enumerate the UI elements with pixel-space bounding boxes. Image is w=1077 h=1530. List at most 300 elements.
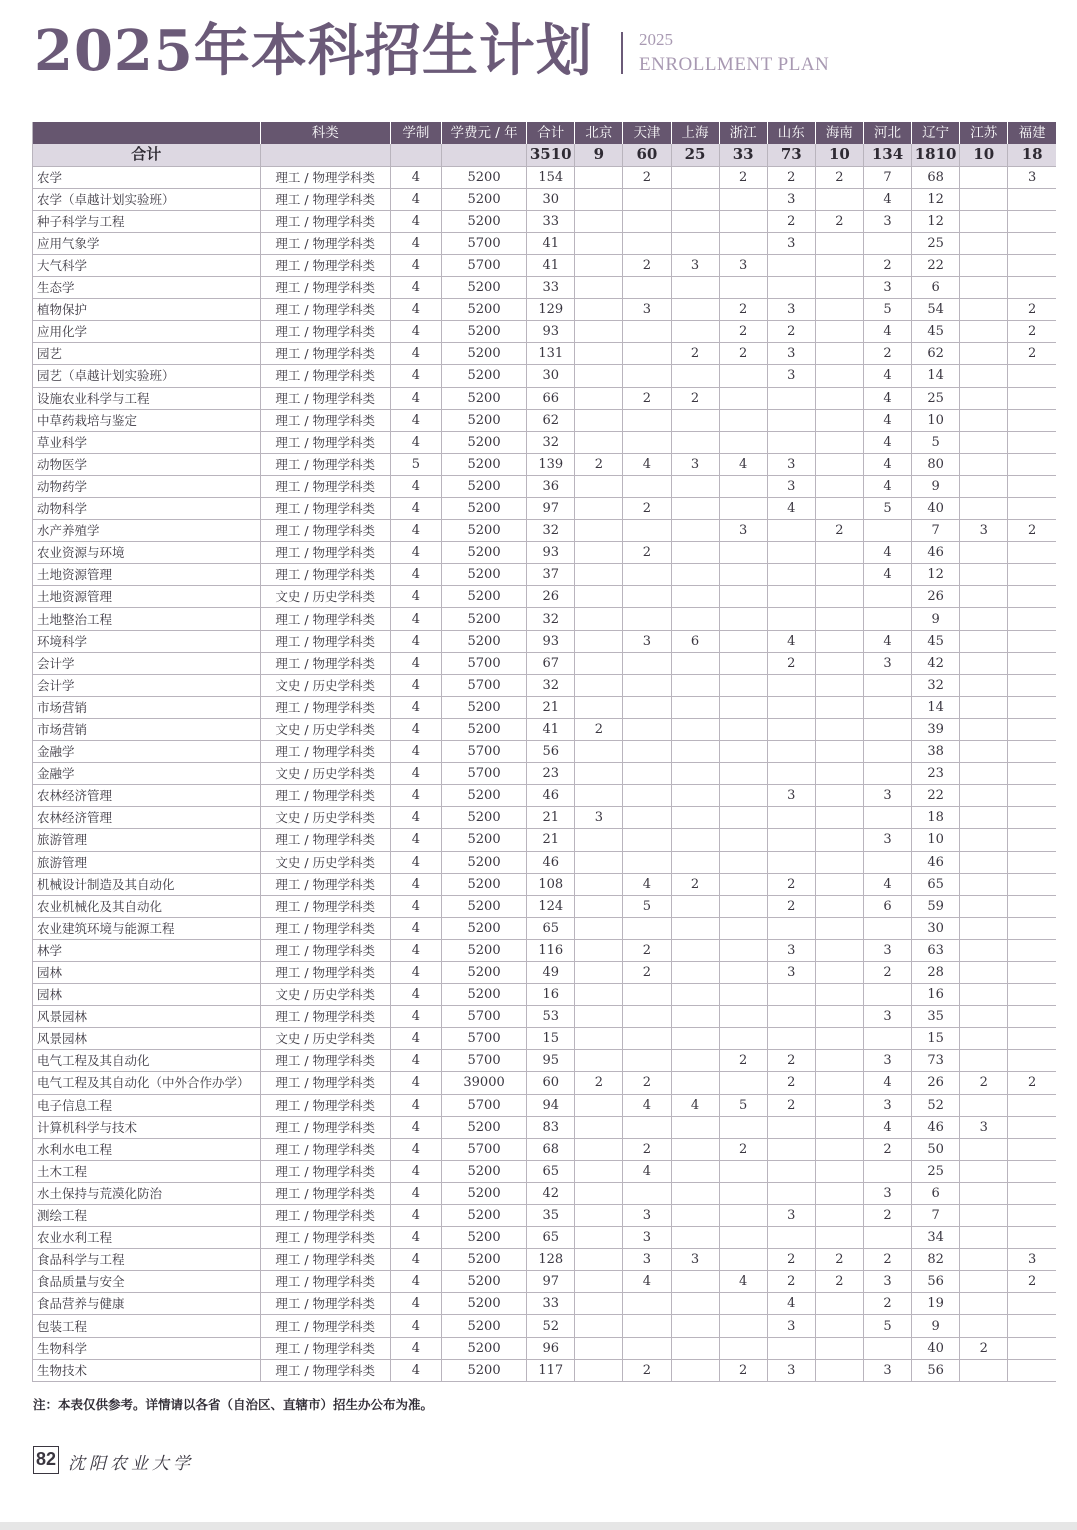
- category-cell: 理工 / 物理学科类: [260, 254, 390, 276]
- table-cell: [671, 785, 719, 807]
- major-name-cell: 土地整治工程: [33, 608, 261, 630]
- table-cell: [1008, 542, 1056, 564]
- table-cell: 5: [719, 1094, 767, 1116]
- table-cell: 117: [527, 1359, 575, 1381]
- table-cell: [815, 851, 863, 873]
- table-cell: 3: [863, 785, 911, 807]
- table-cell: [815, 321, 863, 343]
- table-cell: 2: [1008, 520, 1056, 542]
- table-row: [33, 829, 1057, 851]
- table-cell: 5200: [441, 895, 526, 917]
- table-cell: [767, 1160, 815, 1182]
- table-cell: 60: [527, 1072, 575, 1094]
- table-cell: 4: [390, 1205, 441, 1227]
- table-cell: [815, 232, 863, 254]
- category-cell: 理工 / 物理学科类: [260, 343, 390, 365]
- table-cell: 5200: [441, 387, 526, 409]
- table-cell: [767, 1138, 815, 1160]
- table-row: [33, 409, 1057, 431]
- column-header: 学费元 / 年: [441, 122, 526, 144]
- table-cell: 2: [623, 387, 671, 409]
- table-cell: 26: [527, 586, 575, 608]
- table-cell: [719, 1182, 767, 1204]
- table-cell: [960, 232, 1008, 254]
- table-cell: 26: [912, 586, 960, 608]
- table-cell: [671, 1028, 719, 1050]
- table-cell: 5200: [441, 961, 526, 983]
- table-cell: [1008, 895, 1056, 917]
- table-cell: 62: [527, 409, 575, 431]
- table-cell: 2: [623, 1359, 671, 1381]
- table-cell: [960, 1227, 1008, 1249]
- table-cell: 33: [527, 277, 575, 299]
- table-cell: 41: [527, 254, 575, 276]
- table-row: [33, 1160, 1057, 1182]
- table-cell: [575, 895, 623, 917]
- table-row: [33, 1006, 1057, 1028]
- table-cell: [575, 1315, 623, 1337]
- table-cell: [671, 520, 719, 542]
- table-row: [33, 232, 1057, 254]
- table-cell: 3: [767, 1359, 815, 1381]
- table-cell: 68: [527, 1138, 575, 1160]
- table-cell: 5200: [441, 188, 526, 210]
- category-cell: 理工 / 物理学科类: [260, 1072, 390, 1094]
- table-cell: [623, 984, 671, 1006]
- category-cell: 理工 / 物理学科类: [260, 1315, 390, 1337]
- table-cell: [719, 1337, 767, 1359]
- table-cell: 4: [390, 1050, 441, 1072]
- table-cell: 4: [390, 1293, 441, 1315]
- table-cell: 40: [912, 1337, 960, 1359]
- table-cell: 2: [575, 718, 623, 740]
- column-header: 辽宁: [912, 122, 960, 144]
- table-cell: [575, 409, 623, 431]
- table-cell: 5200: [441, 498, 526, 520]
- category-cell: 理工 / 物理学科类: [260, 542, 390, 564]
- table-cell: [767, 608, 815, 630]
- table-cell: [623, 1337, 671, 1359]
- table-cell: 2: [863, 1205, 911, 1227]
- table-cell: [719, 763, 767, 785]
- table-cell: 2: [767, 1072, 815, 1094]
- table-cell: 5700: [441, 674, 526, 696]
- table-cell: [671, 829, 719, 851]
- table-cell: 3: [863, 277, 911, 299]
- table-cell: [575, 873, 623, 895]
- table-cell: [671, 917, 719, 939]
- table-row: [33, 630, 1057, 652]
- table-cell: 46: [912, 1116, 960, 1138]
- table-cell: [863, 696, 911, 718]
- table-cell: 4: [390, 409, 441, 431]
- table-cell: 3: [719, 520, 767, 542]
- major-name-cell: 生态学: [33, 277, 261, 299]
- table-cell: 2: [863, 1138, 911, 1160]
- table-cell: [719, 1006, 767, 1028]
- table-cell: [1008, 431, 1056, 453]
- table-cell: [960, 1359, 1008, 1381]
- table-row: [33, 873, 1057, 895]
- table-cell: [719, 630, 767, 652]
- table-cell: 5200: [441, 939, 526, 961]
- table-cell: [815, 1205, 863, 1227]
- table-cell: 37: [527, 564, 575, 586]
- table-cell: [719, 586, 767, 608]
- table-row: [33, 608, 1057, 630]
- table-cell: 65: [527, 1160, 575, 1182]
- major-name-cell: 农业资源与环境: [33, 542, 261, 564]
- major-name-cell: 水土保持与荒漠化防治: [33, 1182, 261, 1204]
- table-cell: [815, 475, 863, 497]
- table-cell: [960, 431, 1008, 453]
- table-cell: 3: [863, 1182, 911, 1204]
- table-cell: 4: [390, 984, 441, 1006]
- table-cell: 3: [863, 1359, 911, 1381]
- table-cell: 62: [912, 343, 960, 365]
- table-cell: 4: [863, 564, 911, 586]
- table-cell: 2: [767, 873, 815, 895]
- table-cell: 4: [390, 166, 441, 188]
- table-cell: [960, 1160, 1008, 1182]
- table-cell: [815, 1160, 863, 1182]
- table-cell: [815, 409, 863, 431]
- table-cell: [863, 1227, 911, 1249]
- table-cell: 5: [912, 431, 960, 453]
- table-cell: [671, 299, 719, 321]
- table-cell: [575, 475, 623, 497]
- table-cell: [767, 387, 815, 409]
- table-cell: 21: [527, 829, 575, 851]
- table-cell: [623, 343, 671, 365]
- category-cell: 理工 / 物理学科类: [260, 277, 390, 299]
- table-cell: 39: [912, 718, 960, 740]
- table-cell: 5200: [441, 453, 526, 475]
- table-cell: [671, 1006, 719, 1028]
- table-row: [33, 498, 1057, 520]
- table-cell: 4: [863, 1116, 911, 1138]
- table-cell: [719, 718, 767, 740]
- table-cell: 3: [623, 630, 671, 652]
- table-cell: [960, 1271, 1008, 1293]
- category-cell: 理工 / 物理学科类: [260, 939, 390, 961]
- table-cell: 3: [1008, 166, 1056, 188]
- category-cell: 文史 / 历史学科类: [260, 586, 390, 608]
- table-cell: [767, 696, 815, 718]
- category-cell: 理工 / 物理学科类: [260, 895, 390, 917]
- table-cell: [671, 1205, 719, 1227]
- table-cell: 4: [390, 520, 441, 542]
- table-cell: 5200: [441, 1182, 526, 1204]
- table-cell: [1008, 564, 1056, 586]
- table-cell: [575, 961, 623, 983]
- table-cell: [671, 166, 719, 188]
- table-cell: [960, 785, 1008, 807]
- table-cell: [767, 586, 815, 608]
- table-cell: 65: [527, 917, 575, 939]
- category-cell: 文史 / 历史学科类: [260, 807, 390, 829]
- table-cell: 15: [912, 1028, 960, 1050]
- table-cell: 2: [719, 299, 767, 321]
- table-cell: [1008, 188, 1056, 210]
- category-cell: 理工 / 物理学科类: [260, 321, 390, 343]
- table-cell: [719, 365, 767, 387]
- total-cell: 73: [767, 144, 815, 166]
- category-cell: 理工 / 物理学科类: [260, 741, 390, 763]
- table-cell: 108: [527, 873, 575, 895]
- table-cell: [671, 1160, 719, 1182]
- table-cell: 4: [390, 321, 441, 343]
- table-cell: 128: [527, 1249, 575, 1271]
- table-cell: 5200: [441, 873, 526, 895]
- table-cell: [1008, 210, 1056, 232]
- table-cell: [671, 1337, 719, 1359]
- category-cell: 理工 / 物理学科类: [260, 917, 390, 939]
- table-cell: 5200: [441, 1116, 526, 1138]
- major-name-cell: 种子科学与工程: [33, 210, 261, 232]
- column-header: 河北: [863, 122, 911, 144]
- table-cell: [623, 608, 671, 630]
- table-cell: [960, 630, 1008, 652]
- table-row: [33, 188, 1057, 210]
- table-cell: [1008, 586, 1056, 608]
- table-cell: 4: [390, 1337, 441, 1359]
- table-cell: [863, 1160, 911, 1182]
- table-cell: [815, 1006, 863, 1028]
- table-cell: 5200: [441, 475, 526, 497]
- table-cell: 4: [767, 498, 815, 520]
- total-label-cell: 合计: [33, 144, 261, 166]
- table-cell: [1008, 1050, 1056, 1072]
- table-cell: [623, 277, 671, 299]
- table-cell: [719, 1205, 767, 1227]
- table-cell: [671, 1050, 719, 1072]
- category-cell: 理工 / 物理学科类: [260, 652, 390, 674]
- table-cell: 4: [390, 829, 441, 851]
- table-cell: 5200: [441, 608, 526, 630]
- table-cell: [623, 409, 671, 431]
- table-cell: 83: [527, 1116, 575, 1138]
- table-cell: [719, 895, 767, 917]
- table-cell: 4: [390, 652, 441, 674]
- table-cell: 5200: [441, 520, 526, 542]
- table-cell: 32: [527, 431, 575, 453]
- table-cell: [719, 984, 767, 1006]
- table-cell: 67: [527, 652, 575, 674]
- table-cell: [719, 696, 767, 718]
- major-name-cell: 测绘工程: [33, 1205, 261, 1227]
- table-cell: 4: [390, 365, 441, 387]
- table-cell: 4: [390, 387, 441, 409]
- table-cell: [815, 674, 863, 696]
- table-cell: [1008, 961, 1056, 983]
- table-cell: [575, 299, 623, 321]
- category-cell: 理工 / 物理学科类: [260, 696, 390, 718]
- table-cell: [960, 873, 1008, 895]
- table-cell: [815, 807, 863, 829]
- table-cell: 2: [1008, 321, 1056, 343]
- table-cell: [575, 520, 623, 542]
- table-cell: 22: [912, 785, 960, 807]
- table-cell: [575, 851, 623, 873]
- table-cell: [575, 741, 623, 763]
- table-cell: 35: [527, 1205, 575, 1227]
- table-cell: [575, 321, 623, 343]
- table-cell: [1008, 674, 1056, 696]
- major-name-cell: 园林: [33, 984, 261, 1006]
- table-cell: [1008, 785, 1056, 807]
- total-cell: 33: [719, 144, 767, 166]
- table-cell: [815, 917, 863, 939]
- table-cell: 4: [863, 873, 911, 895]
- table-cell: 4: [863, 542, 911, 564]
- table-row: [33, 1138, 1057, 1160]
- table-cell: 129: [527, 299, 575, 321]
- table-cell: [719, 232, 767, 254]
- table-cell: [960, 542, 1008, 564]
- table-cell: 19: [912, 1293, 960, 1315]
- table-cell: 4: [390, 542, 441, 564]
- table-cell: [863, 851, 911, 873]
- table-row: [33, 1359, 1057, 1381]
- table-cell: 5200: [441, 807, 526, 829]
- table-row: [33, 343, 1057, 365]
- table-cell: 5200: [441, 851, 526, 873]
- table-cell: 5700: [441, 1094, 526, 1116]
- table-cell: [1008, 1160, 1056, 1182]
- table-cell: [767, 409, 815, 431]
- table-cell: [623, 763, 671, 785]
- table-cell: 5200: [441, 564, 526, 586]
- table-cell: 2: [815, 210, 863, 232]
- table-cell: [960, 696, 1008, 718]
- table-cell: 4: [390, 277, 441, 299]
- bottom-bar: [0, 1522, 1077, 1530]
- table-cell: [671, 608, 719, 630]
- table-cell: 23: [527, 763, 575, 785]
- table-cell: 3: [671, 1249, 719, 1271]
- table-cell: [575, 1249, 623, 1271]
- major-name-cell: 电子信息工程: [33, 1094, 261, 1116]
- total-cell: [441, 144, 526, 166]
- total-cell: 1810: [912, 144, 960, 166]
- table-cell: 2: [719, 343, 767, 365]
- table-cell: [815, 1050, 863, 1072]
- table-cell: 4: [390, 1227, 441, 1249]
- table-cell: 25: [912, 232, 960, 254]
- table-cell: [1008, 939, 1056, 961]
- table-cell: [815, 741, 863, 763]
- table-row: [33, 166, 1057, 188]
- category-cell: 理工 / 物理学科类: [260, 299, 390, 321]
- table-cell: 139: [527, 453, 575, 475]
- column-header: 海南: [815, 122, 863, 144]
- table-cell: [575, 652, 623, 674]
- table-cell: 4: [863, 630, 911, 652]
- table-cell: [623, 1116, 671, 1138]
- table-cell: 4: [390, 785, 441, 807]
- table-cell: [671, 1293, 719, 1315]
- table-cell: 4: [390, 917, 441, 939]
- table-cell: 32: [912, 674, 960, 696]
- table-cell: [575, 210, 623, 232]
- table-cell: [623, 188, 671, 210]
- table-cell: [623, 741, 671, 763]
- table-cell: [863, 586, 911, 608]
- table-cell: 46: [527, 785, 575, 807]
- table-cell: [960, 1094, 1008, 1116]
- table-cell: [960, 1205, 1008, 1227]
- table-cell: 4: [390, 475, 441, 497]
- table-cell: 7: [863, 166, 911, 188]
- table-cell: [960, 586, 1008, 608]
- table-cell: 4: [390, 188, 441, 210]
- table-cell: 5700: [441, 1050, 526, 1072]
- table-cell: 6: [671, 630, 719, 652]
- column-header: 学制: [390, 122, 441, 144]
- table-cell: [575, 1359, 623, 1381]
- table-cell: [623, 785, 671, 807]
- table-cell: [1008, 254, 1056, 276]
- major-name-cell: 农林经济管理: [33, 807, 261, 829]
- table-cell: [623, 1182, 671, 1204]
- table-row: [33, 1271, 1057, 1293]
- table-cell: 5200: [441, 542, 526, 564]
- table-cell: 5700: [441, 1028, 526, 1050]
- table-cell: 9: [912, 608, 960, 630]
- table-cell: 53: [527, 1006, 575, 1028]
- table-cell: [1008, 608, 1056, 630]
- table-cell: 3: [623, 299, 671, 321]
- table-row: [33, 431, 1057, 453]
- table-cell: 4: [767, 630, 815, 652]
- major-name-cell: 林学: [33, 939, 261, 961]
- table-cell: 3: [767, 1315, 815, 1337]
- table-cell: [960, 1182, 1008, 1204]
- table-cell: 4: [671, 1094, 719, 1116]
- table-cell: 4: [390, 741, 441, 763]
- table-cell: [1008, 1293, 1056, 1315]
- table-cell: [575, 1205, 623, 1227]
- table-cell: [1008, 453, 1056, 475]
- table-row: [33, 387, 1057, 409]
- table-cell: 5200: [441, 1160, 526, 1182]
- table-cell: [671, 1271, 719, 1293]
- table-cell: 42: [527, 1182, 575, 1204]
- major-name-cell: 草业科学: [33, 431, 261, 453]
- table-row: [33, 254, 1057, 276]
- table-cell: 97: [527, 1271, 575, 1293]
- table-cell: 5200: [441, 696, 526, 718]
- table-cell: 5: [863, 498, 911, 520]
- enrollment-table: [32, 122, 1056, 1382]
- table-cell: [815, 586, 863, 608]
- table-cell: [719, 1116, 767, 1138]
- category-cell: 理工 / 物理学科类: [260, 608, 390, 630]
- table-cell: [863, 984, 911, 1006]
- table-row: [33, 542, 1057, 564]
- table-cell: [815, 498, 863, 520]
- major-name-cell: 设施农业科学与工程: [33, 387, 261, 409]
- table-cell: [671, 807, 719, 829]
- table-cell: 4: [719, 453, 767, 475]
- table-cell: [960, 564, 1008, 586]
- column-header: 福建: [1008, 122, 1056, 144]
- table-cell: 59: [912, 895, 960, 917]
- table-cell: 54: [912, 299, 960, 321]
- table-cell: 10: [912, 409, 960, 431]
- table-cell: [815, 718, 863, 740]
